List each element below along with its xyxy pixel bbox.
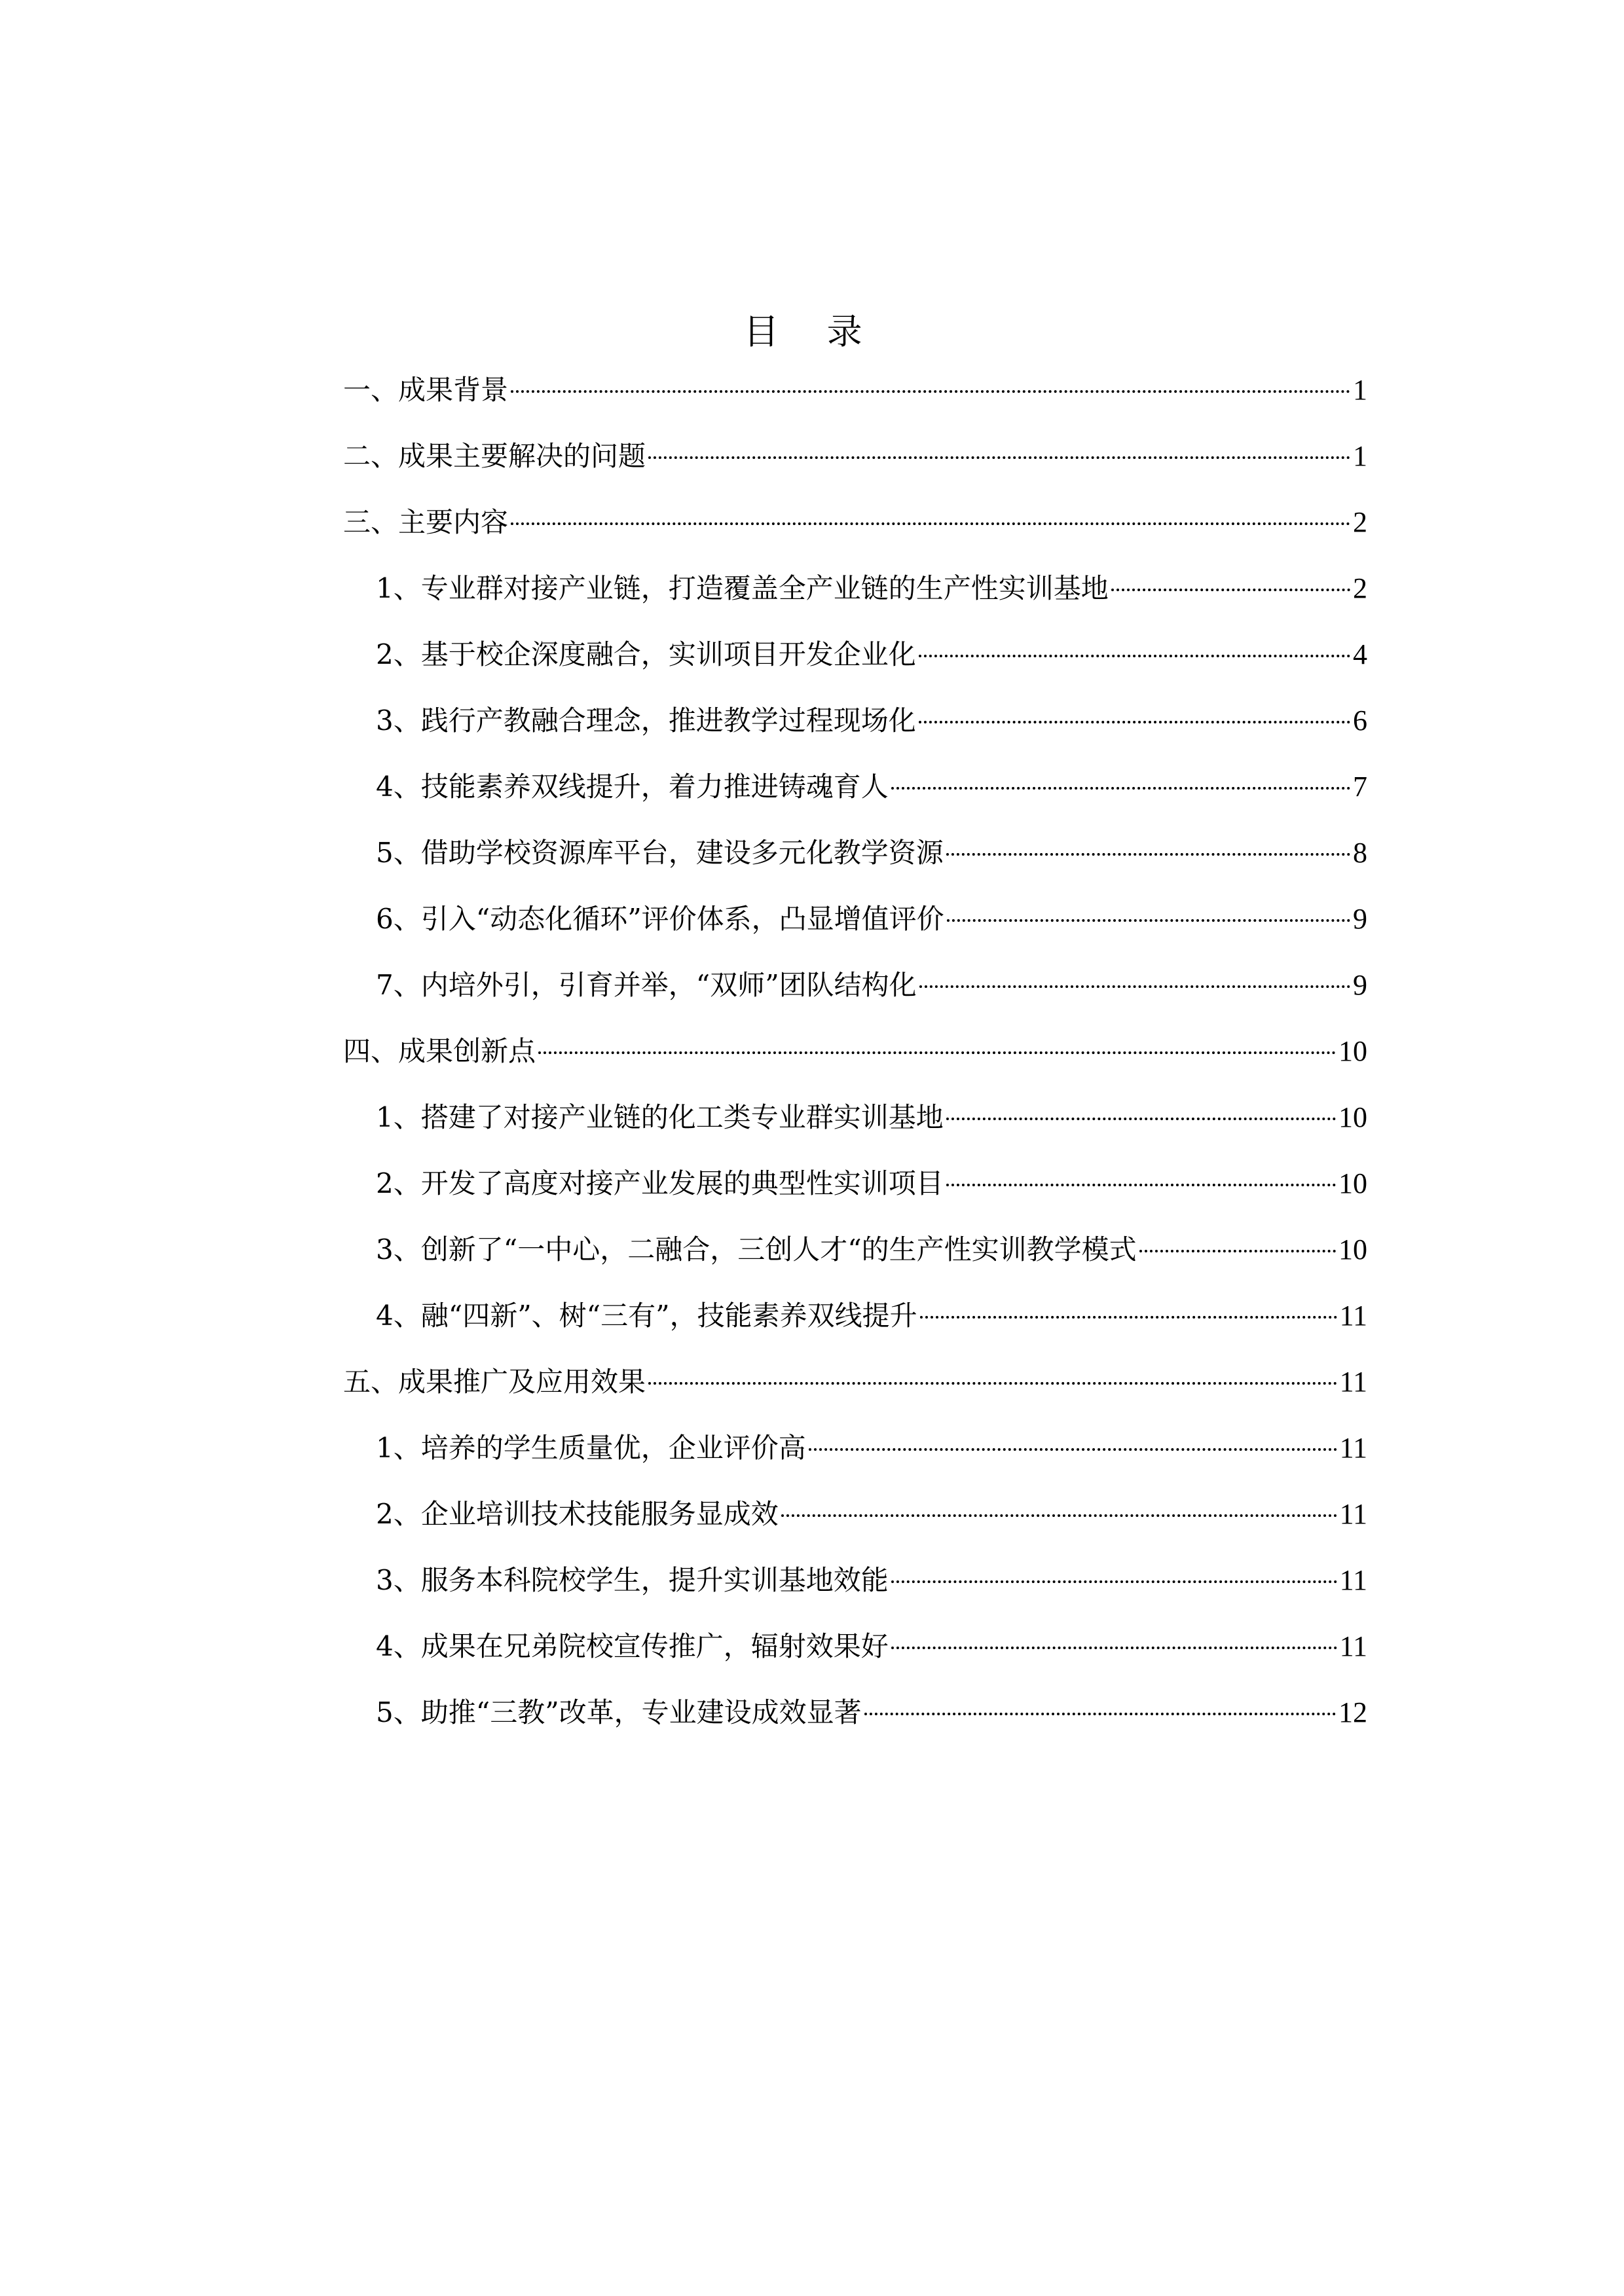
toc-entry-label: 1、培养的学生质量优，企业评价高: [376, 1432, 806, 1464]
dot-leader: [919, 655, 1350, 657]
toc-entry[interactable]: [343, 1491, 1367, 1557]
dot-leader: [946, 853, 1350, 856]
dot-leader: [947, 919, 1350, 922]
dot-leader: [946, 1184, 1336, 1186]
dot-leader: [891, 1647, 1337, 1649]
toc-entry[interactable]: [343, 1292, 1367, 1358]
toc-entry[interactable]: [343, 1557, 1367, 1623]
toc-page-number: 8: [1353, 837, 1367, 869]
toc-page-number: 1: [1353, 374, 1367, 406]
dot-leader: [919, 721, 1350, 723]
toc-entry-label: 5、借助学校资源库平台，建设多元化教学资源: [376, 837, 944, 869]
toc-page-number: 9: [1353, 969, 1367, 1001]
toc-entry[interactable]: [343, 763, 1367, 829]
toc-entry[interactable]: [343, 565, 1367, 631]
dot-leader: [946, 1118, 1336, 1120]
toc-entry-label: 7、内培外引，引育并举，“双师”团队结构化: [376, 969, 917, 1001]
toc-entry[interactable]: [343, 1028, 1367, 1094]
toc-page-number: 11: [1339, 1630, 1367, 1662]
toc-page-number: 11: [1339, 1498, 1367, 1530]
toc-entry[interactable]: [343, 1160, 1367, 1226]
toc-entry-label: 6、引入“动态化循环”评价体系，凸显增值评价: [376, 903, 944, 935]
toc-entry-label: 五、成果推广及应用效果: [343, 1366, 646, 1398]
toc-entry-label: 3、践行产教融合理念，推进教学过程现场化: [376, 704, 916, 737]
toc-entry[interactable]: [343, 829, 1367, 896]
toc-page-number: 10: [1338, 1101, 1367, 1133]
toc-page-number: 7: [1353, 771, 1367, 803]
toc-page-number: 1: [1353, 440, 1367, 472]
toc-entry-label: 4、技能素养双线提升，着力推进铸魂育人: [376, 771, 889, 803]
toc-entry[interactable]: [343, 1094, 1367, 1160]
toc-page-number: 11: [1339, 1432, 1367, 1464]
dot-leader: [891, 787, 1350, 790]
toc-entry-label: 4、成果在兄弟院校宣传推广，辐射效果好: [376, 1630, 889, 1662]
toc-entry-label: 2、开发了高度对接产业发展的典型性实训项目: [376, 1167, 944, 1199]
toc-page-number: 10: [1338, 1233, 1367, 1266]
dot-leader: [648, 456, 1350, 459]
toc-entry[interactable]: [343, 896, 1367, 962]
toc-entry-label: 1、搭建了对接产业链的化工类专业群实训基地: [376, 1101, 944, 1133]
toc-page-number: 6: [1353, 704, 1367, 737]
dot-leader: [891, 1580, 1337, 1583]
toc-entry-label: 二、成果主要解决的问题: [343, 440, 646, 472]
table-of-contents: [343, 367, 1367, 1755]
toc-entry-label: 4、融“四新”、树“三有”，技能素养双线提升: [376, 1300, 917, 1332]
toc-page-number: 11: [1339, 1300, 1367, 1332]
toc-entry-label: 2、基于校企深度融合，实训项目开发企业化: [376, 638, 916, 670]
toc-entry-label: 2、企业培训技术技能服务显成效: [376, 1498, 779, 1530]
dot-leader: [1139, 1250, 1336, 1252]
toc-entry-label: 1、专业群对接产业链，打造覆盖全产业链的生产性实训基地: [376, 572, 1109, 604]
toc-page-number: 10: [1338, 1035, 1367, 1067]
toc-page-number: 12: [1338, 1696, 1367, 1728]
dot-leader: [809, 1448, 1337, 1451]
toc-entry[interactable]: [343, 1689, 1367, 1755]
dot-leader: [781, 1514, 1337, 1517]
toc-entry[interactable]: [343, 499, 1367, 565]
dot-leader: [511, 390, 1350, 393]
toc-page-number: 11: [1339, 1564, 1367, 1596]
toc-entry[interactable]: [343, 962, 1367, 1028]
toc-page-number: 2: [1353, 572, 1367, 604]
toc-page-number: 4: [1353, 638, 1367, 670]
dot-leader: [920, 1316, 1337, 1319]
toc-entry[interactable]: [343, 1226, 1367, 1292]
toc-entry[interactable]: [343, 1358, 1367, 1425]
toc-entry-label: 三、主要内容: [343, 506, 509, 538]
dot-leader: [538, 1051, 1336, 1054]
toc-entry-label: 3、服务本科院校学生，提升实训基地效能: [376, 1564, 889, 1596]
toc-entry[interactable]: [343, 631, 1367, 697]
toc-page-number: 11: [1339, 1366, 1367, 1398]
toc-entry[interactable]: [343, 1623, 1367, 1689]
toc-title: 目 录: [743, 311, 881, 353]
toc-page-number: 2: [1353, 506, 1367, 538]
toc-entry-label: 四、成果创新点: [343, 1035, 536, 1067]
toc-entry[interactable]: [343, 367, 1367, 433]
toc-entry[interactable]: [343, 1425, 1367, 1491]
dot-leader: [648, 1382, 1337, 1385]
toc-page-number: 9: [1353, 903, 1367, 935]
dot-leader: [864, 1713, 1336, 1715]
toc-entry[interactable]: [343, 697, 1367, 763]
dot-leader: [511, 522, 1350, 525]
dot-leader: [919, 985, 1350, 988]
dot-leader: [1111, 589, 1350, 591]
toc-entry-label: 3、创新了“一中心，二融合，三创人才“的生产性实训教学模式: [376, 1233, 1137, 1266]
toc-page-number: 10: [1338, 1167, 1367, 1199]
toc-entry-label: 5、助推“三教”改革，专业建设成效显著: [376, 1696, 862, 1728]
toc-entry-label: 一、成果背景: [343, 374, 509, 406]
toc-entry[interactable]: [343, 433, 1367, 499]
